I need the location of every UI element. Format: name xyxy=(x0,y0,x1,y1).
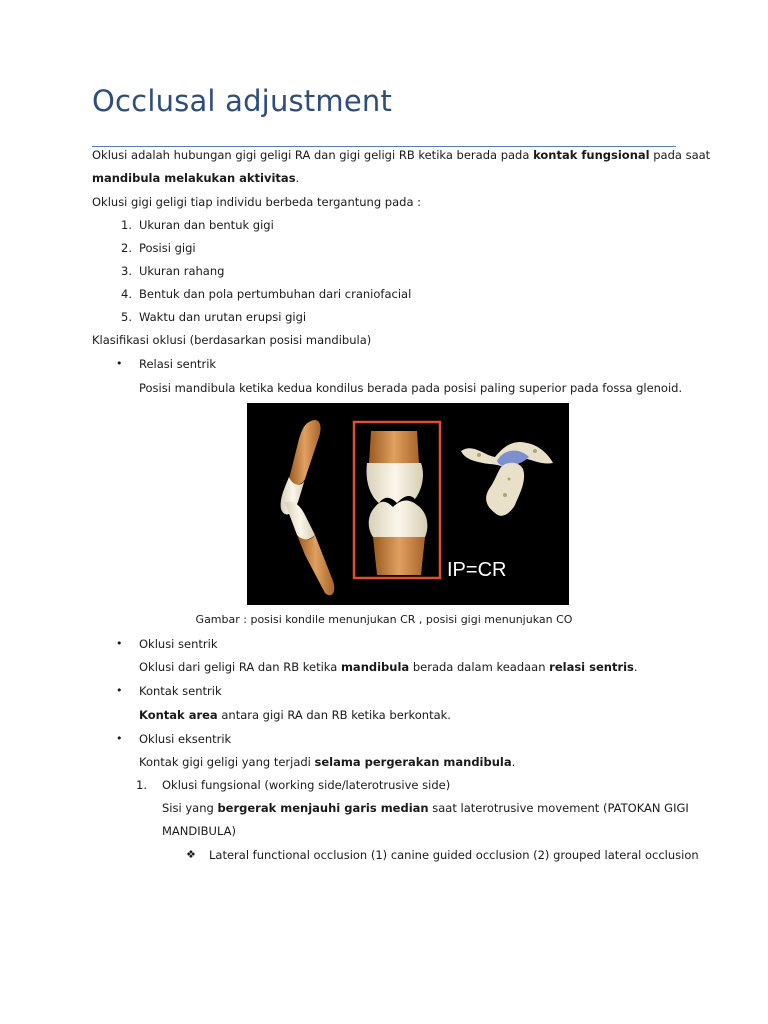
factor-item: Ukuran rahang xyxy=(139,264,225,278)
fungsional-number: 1. xyxy=(136,778,147,792)
factor-item: Ukuran dan bentuk gigi xyxy=(139,218,274,232)
bullet-icon: • xyxy=(116,732,123,745)
occlusion-figure xyxy=(247,403,569,605)
figure-caption: Gambar : posisi kondile menunjukan CR , posisi gigi menunjukan CO xyxy=(195,613,573,626)
factor-item: Waktu dan urutan erupsi gigi xyxy=(139,310,307,324)
figure-label: IP=CR xyxy=(447,559,507,581)
intro-line-1 xyxy=(92,147,710,163)
lateral-occlusion-item: Lateral functional occlusion (1) canine guided occlusion (2) grouped lateral occlusion xyxy=(209,848,699,862)
desc-text: Oklusi dari geligi RA dan RB ketika xyxy=(139,660,341,674)
lower-incisor-root xyxy=(297,535,334,595)
kontak-sentrik-desc xyxy=(139,707,451,723)
intro-bold-mandibula: mandibula melakukan aktivitas xyxy=(92,171,296,185)
bullet-icon: • xyxy=(116,357,123,370)
factor-number: 1. xyxy=(121,218,132,232)
diamond-bullet-icon: ❖ xyxy=(186,848,196,861)
figure-illustration xyxy=(247,403,569,605)
fungsional-label: Oklusi fungsional (working side/laterotrusive side) xyxy=(162,778,451,792)
lower-incisor-crown xyxy=(285,502,315,540)
kontak-sentrik-label: Kontak sentrik xyxy=(139,684,222,698)
desc-period: . xyxy=(511,755,516,769)
upper-incisor-root xyxy=(289,420,321,485)
desc-text: saat laterotrusive movement (PATOKAN GIGI xyxy=(428,801,689,815)
fungsional-desc-2: MANDIBULA) xyxy=(162,824,236,838)
lower-molar-crown xyxy=(369,501,428,537)
intro-text: Oklusi adalah hubungan gigi geligi RA dan gigi geligi RB ketika berada pada xyxy=(92,148,534,162)
relasi-desc: Posisi mandibula ketika kedua kondilus berada pada posisi paling superior pada fossa glenoid. xyxy=(139,381,683,395)
desc-bold: bergerak menjauhi garis median xyxy=(217,801,429,815)
bullet-icon: • xyxy=(116,637,123,650)
factor-number: 3. xyxy=(121,264,132,278)
oklusi-sentrik-label: Oklusi sentrik xyxy=(139,637,218,651)
condyle xyxy=(486,463,524,516)
desc-text: antara gigi RA dan RB ketika berkontak. xyxy=(217,708,451,722)
intro-line-2 xyxy=(92,170,299,186)
klasifikasi-heading: Klasifikasi oklusi (berdasarkan posisi mandibula) xyxy=(92,333,372,347)
intro-period: . xyxy=(295,171,300,185)
desc-text: Kontak gigi geligi yang terjadi xyxy=(139,755,315,769)
relasi-label: Relasi sentrik xyxy=(139,357,217,371)
intro-line-3: Oklusi gigi geligi tiap individu berbeda tergantung pada : xyxy=(92,195,422,209)
factor-item: Bentuk dan pola pertumbuhan dari craniofacial xyxy=(139,287,412,301)
factor-item: Posisi gigi xyxy=(139,241,196,255)
bullet-icon: • xyxy=(116,684,123,697)
upper-molar-crown xyxy=(367,463,424,503)
desc-bold: relasi sentris xyxy=(549,660,634,674)
desc-bold: Kontak area xyxy=(139,708,218,722)
oklusi-eksentrik-label: Oklusi eksentrik xyxy=(139,732,232,746)
desc-bold: selama pergerakan mandibula xyxy=(314,755,512,769)
factor-number: 2. xyxy=(121,241,132,255)
lower-molar-root xyxy=(373,537,425,575)
upper-molar-root xyxy=(369,431,419,463)
desc-bold: mandibula xyxy=(340,660,410,674)
fungsional-desc xyxy=(162,800,689,816)
intro-bold-kontak: kontak fungsional xyxy=(533,148,650,162)
factor-number: 5. xyxy=(121,310,132,324)
factor-number: 4. xyxy=(121,287,132,301)
desc-text: berada dalam keadaan xyxy=(409,660,550,674)
desc-text: Sisi yang xyxy=(162,801,218,815)
page-title: Occlusal adjustment xyxy=(92,84,393,118)
intro-text-2: pada saat xyxy=(649,148,711,162)
oklusi-sentrik-desc xyxy=(139,659,638,675)
desc-period: . xyxy=(633,660,638,674)
oklusi-eksentrik-desc xyxy=(139,754,515,770)
